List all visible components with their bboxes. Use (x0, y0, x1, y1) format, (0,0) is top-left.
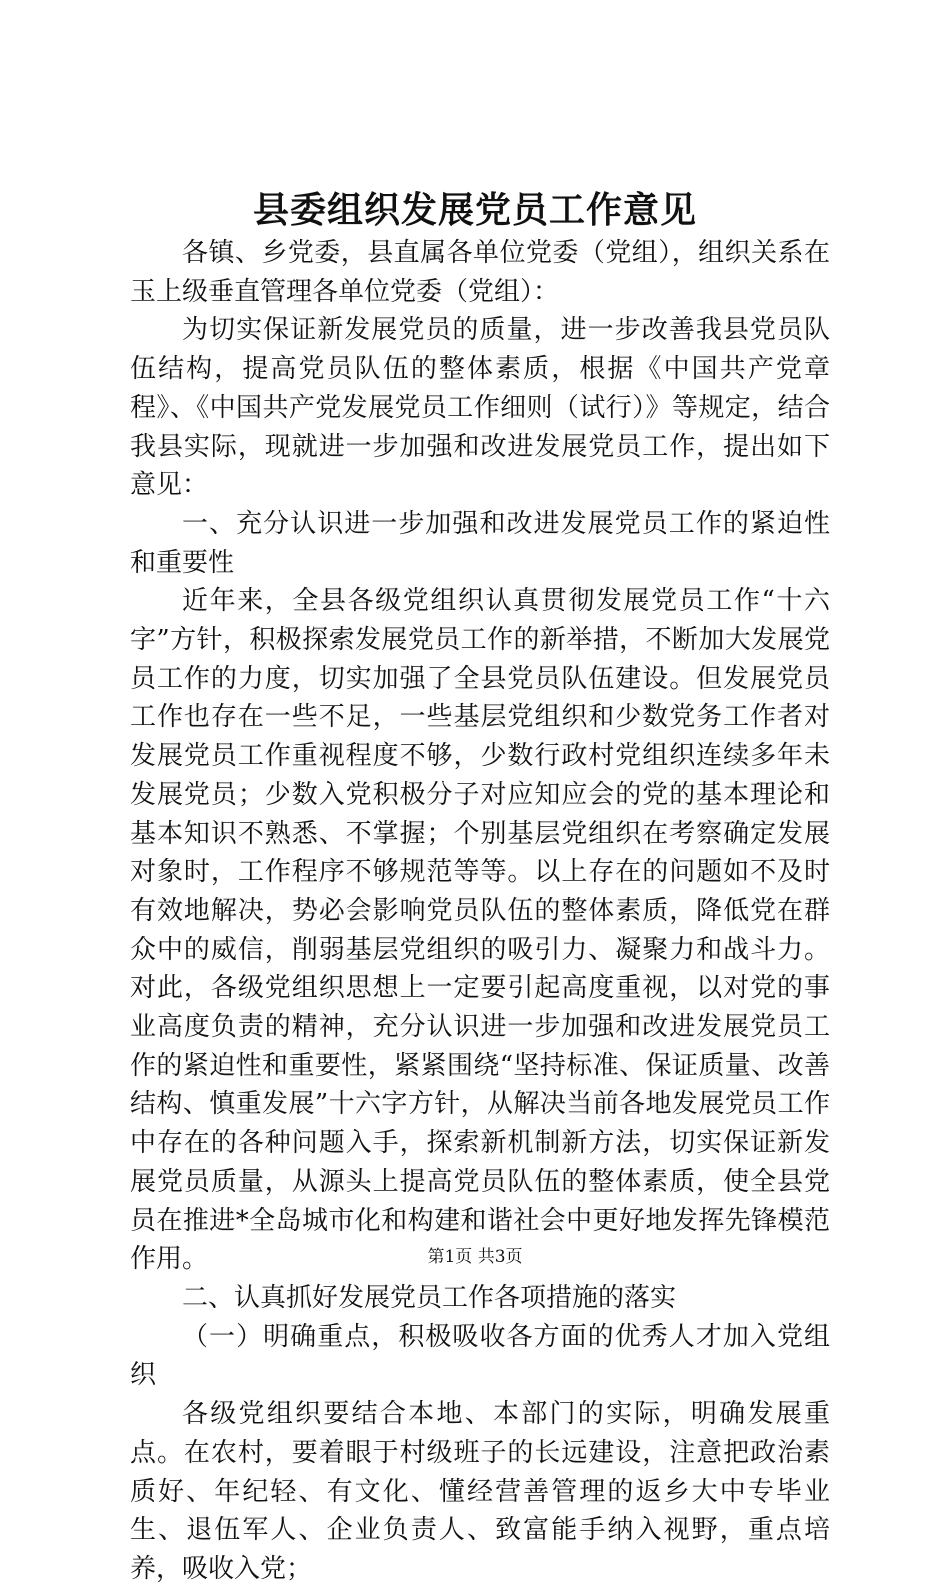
document-body (130, 234, 830, 1589)
subsection-1-paragraph: 各级党组织要结合本地、本部门的实际，明确发展重点。在农村，要着眼于村级班子的长远建设，注意把政治素质好、年纪轻、有文化、懂经营善管理的返乡大中专毕业生、退伍军人、企业负责人、致富能手纳入视野，重点培养，吸收入党； (130, 1399, 830, 1584)
page-footer: 第1页 共3页 (427, 1247, 523, 1267)
section-heading-2: 二、认真抓好发展党员工作各项措施的落实 (182, 1282, 677, 1313)
salutation-paragraph: 各镇、乡党委，县直属各单位党委（党组），组织关系在玉上级垂直管理各单位党委（党组）： (130, 238, 830, 307)
section-heading-1: 一、充分认识进一步加强和改进发展党员工作的紧迫性和重要性 (130, 508, 830, 578)
subsection-heading-1: （一）明确重点，积极吸收各方面的优秀人才加入党组织 (130, 1321, 830, 1391)
section-1-paragraph: 近年来，全县各级党组织认真贯彻发展党员工作“十六字”方针，积极探索发展党员工作的新举措，不断加大发展党员工作的力度，切实加强了全县党员队伍建设。但发展党员工作也存在一些不足，一些基层党组织和少数党务工作者对发展党员工作重视程度不够，少数行政村党组织连续多年未发展党员；少数入党积极分子对应知应会的党的基本理论和基本知识不熟悉、不掌握；个别基层党组织在考察确定发展对象时，工作程序不够规范等等。以上存在的问题如不及时有效地解决，势必会影响党员队伍的整体素质，降低党在群众中的威信，削弱基层党组织的吸引力、凝聚力和战斗力。对此，各级党组织思想上一定要引起高度重视，以对党的事业高度负责的精神，充分认识进一步加强和改进发展党员工作的紧迫性和重要性，紧紧围绕“坚持标准、保证质量、改善结构、慎重发展”十六字方针，从解决当前各地发展党员工作中存在的各种问题入手，探索新机制新方法，切实保证新发展党员质量，从源头上提高党员队伍的整体素质，使全县党员在推进*全岛城市化和构建和谐社会中更好地发挥先锋模范作用。 (130, 586, 830, 1275)
document-title: 县委组织发展党员工作意见 (252, 189, 697, 231)
intro-paragraph: 为切实保证新发展党员的质量，进一步改善我县党员队伍结构，提高党员队伍的整体素质，根据《中国共产党章程》、《中国共产党发展党员工作细则（试行）》等规定，结合我县实际，现就进一步加强和改进发展党员工作，提出如下意见： (130, 315, 830, 501)
